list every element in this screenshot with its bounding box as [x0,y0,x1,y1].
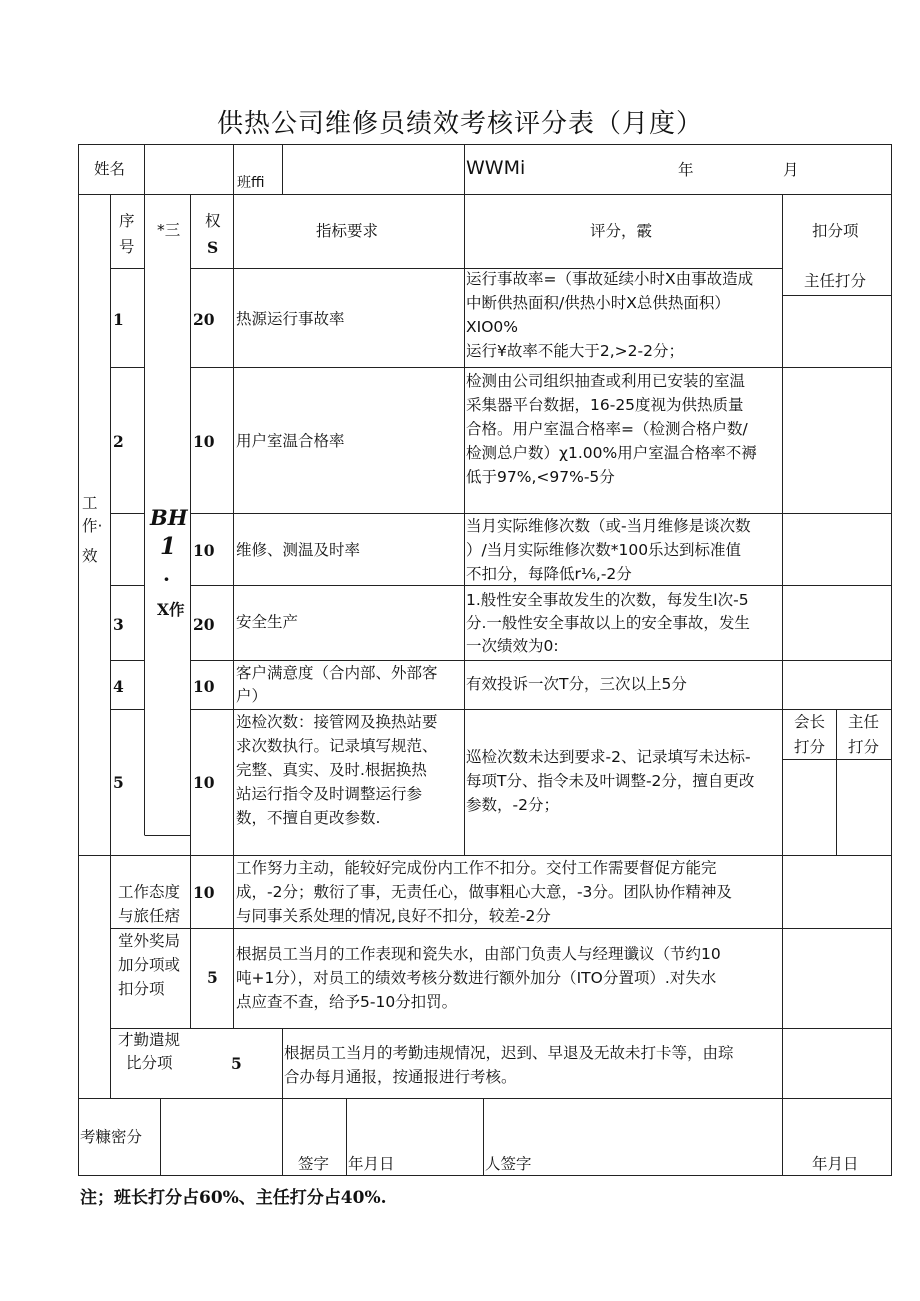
row1-scoring-line1: 运行事故率=（事故延续小时X由事故造成 [466,270,754,288]
row2-indicator: 用户室温合格率 [236,432,345,450]
category-line3: · [163,567,170,591]
row2-scoring-line5: 低于97%,<97%-5分 [466,468,615,486]
row5-indicator-line3: 完整、真实、及时.根据换热 [236,761,427,779]
col-weight-line2: S [207,238,219,257]
bonus-label-line1: 堂外奖局 [118,932,181,950]
row3-weight: 20 [193,615,215,634]
date-label-1: 年月日 [348,1155,395,1173]
category-line4: X作 [157,600,185,619]
attitude-text-line3: 与同事关系处理的情况,良好不扣分，较差-2分 [236,907,551,925]
category-line2: 1 [160,533,177,560]
row2-scoring-line1: 检测由公司组织抽查或利用已安装的室温 [466,372,746,390]
row2-scoring-line3: 合格。用户室温合格率=（检测合格户数/ [466,420,748,438]
footnote: 注；班长打分占60%、主任打分占40%. [80,1188,387,1208]
row5-deduction-right-line2: 打分 [848,738,880,756]
row2-scoring-line2: 采集器平台数据，16-25度视为供热质量 [466,396,744,414]
team-label: 班ffi [237,175,265,191]
row5-deduction-left-line2: 打分 [794,738,826,756]
row1-scoring-line2: 中断供热面积/供热小时X总供热面积） [466,294,730,312]
row1-indicator: 热源运行事故率 [236,310,345,328]
group-label-char1: 工 [82,494,98,512]
row3-scoring-line3: 一次绩效为0: [466,637,559,655]
row2b-scoring-line1: 当月实际维修次数（或-当月维修是谈次数 [466,517,751,535]
row4-indicator-line1: 客户满意度（合内部、外部客 [236,664,438,682]
row5-scoring-line1: 巡检次数未达到要求-2、记录填写未达标- [466,748,751,766]
attitude-label-line2: 与旅任痞 [118,907,181,925]
col-indicator: 指标要求 [316,222,379,240]
row2-weight: 10 [193,432,215,451]
date-label-2: 年月日 [812,1155,859,1173]
col-seq-line1: 序 [119,212,135,230]
row2b-weight: 10 [193,541,215,560]
row3-seq: 3 [113,615,124,634]
signature-label-2: 人签字 [485,1155,532,1173]
bonus-label-line2: 加分项或 [118,956,181,974]
row3-indicator: 安全生产 [236,613,299,631]
row5-indicator-line5: 数，不擅自更改参数. [236,809,381,827]
attitude-weight: 10 [193,883,215,902]
row2b-scoring-line3: 不扣分，每降低r⅙,-2分 [466,565,632,583]
month-label: 月 [783,161,799,179]
signature-label-1: 签字 [298,1155,330,1173]
page-title: 供热公司维修员绩效考核评分表（月度） [216,109,703,139]
bonus-text-line2: 吨+1分），对员工的绩效考核分数进行额外加分（ITO分置项）.对失水 [236,969,717,987]
row2b-scoring-line2: ）/当月实际维修次数*100乐达到标准值 [466,541,742,559]
row5-scoring-line3: 参数，-2分； [466,796,559,814]
bonus-text-line1: 根据员工当月的工作表现和瓷失水，由部门负责人与经理谶议（节约10 [236,945,721,963]
col-seq-line2: 号 [119,238,135,256]
row5-indicator-line2: 求次数执行。记录填写规范、 [236,737,438,755]
row1-scoring-line4: 运行¥故率不能大于2,>2-2分； [466,342,684,360]
dept-label: WWMi [466,157,526,179]
attitude-label-line1: 工作态度 [118,883,181,901]
row3-scoring-line2: 分.一般性安全事故以上的安全事故，发生 [466,614,750,632]
row5-deduction-right-line1: 主任 [848,713,880,731]
row3-scoring-line1: 1.般性安全事故发生的次数，每发生l次-5 [466,591,749,609]
attendance-weight: 5 [231,1054,242,1073]
row5-indicator-line4: 站运行指令及时调整运行参 [236,785,423,803]
total-score-label: 考糠密分 [80,1128,143,1146]
col-category: *三 [157,221,181,239]
row1-seq: 1 [113,310,124,329]
bonus-weight: 5 [207,968,218,987]
row2-seq: 2 [113,432,124,451]
row4-scoring: 有效投诉一次T分，三次以上5分 [466,675,687,693]
row1-deduction: 主任打分 [804,272,867,290]
bonus-label-line3: 扣分项 [118,980,165,998]
year-label: 年 [678,161,694,179]
col-weight-line1: 权 [205,212,221,230]
row2-scoring-line4: 检测总户数）χ1.00%用户室温合格率不褥 [466,444,757,462]
attendance-label-line1: 才勤遣规 [118,1031,181,1049]
category-line1: BH [150,505,188,530]
group-label-char3: 效 [82,547,98,565]
col-scoring: 评分，霰 [590,222,653,240]
attendance-text-line2: 合办每月通报，按通报进行考核。 [284,1068,517,1086]
row4-indicator-line2: 户） [236,687,268,705]
row5-seq: 5 [113,773,124,792]
row4-seq: 4 [113,677,124,696]
name-label: 姓名 [94,160,126,178]
row5-deduction-left-line1: 会长 [794,713,826,731]
row2b-indicator: 维修、测温及时率 [236,541,361,559]
row5-weight: 10 [193,773,215,792]
row4-weight: 10 [193,677,215,696]
row1-scoring-line3: XIO0% [466,318,518,336]
attendance-text-line1: 根据员工当月的考勤违规情况，迟到、早退及无故未打卡等，由琮 [284,1044,734,1062]
row5-scoring-line2: 每项T分、指令未及叶调整-2分，擅自更改 [466,772,755,790]
group-label-char2: 作· [82,517,103,535]
col-deduction: 扣分项 [812,222,859,240]
row5-indicator-line1: 迩检次数：接管网及换热站要 [236,713,438,731]
bonus-text-line3: 点应查不查，给予5-10分扣罚。 [236,993,458,1011]
row1-weight: 20 [193,310,215,329]
attitude-text-line1: 工作努力主动，能较好完成份内工作不扣分。交付工作需要督促方能完 [236,859,717,877]
attendance-label-line2: 比分项 [126,1054,173,1072]
attitude-text-line2: 成，-2分；敷衍了事，无责任心，做事粗心大意，-3分。团队协作精神及 [236,883,732,901]
